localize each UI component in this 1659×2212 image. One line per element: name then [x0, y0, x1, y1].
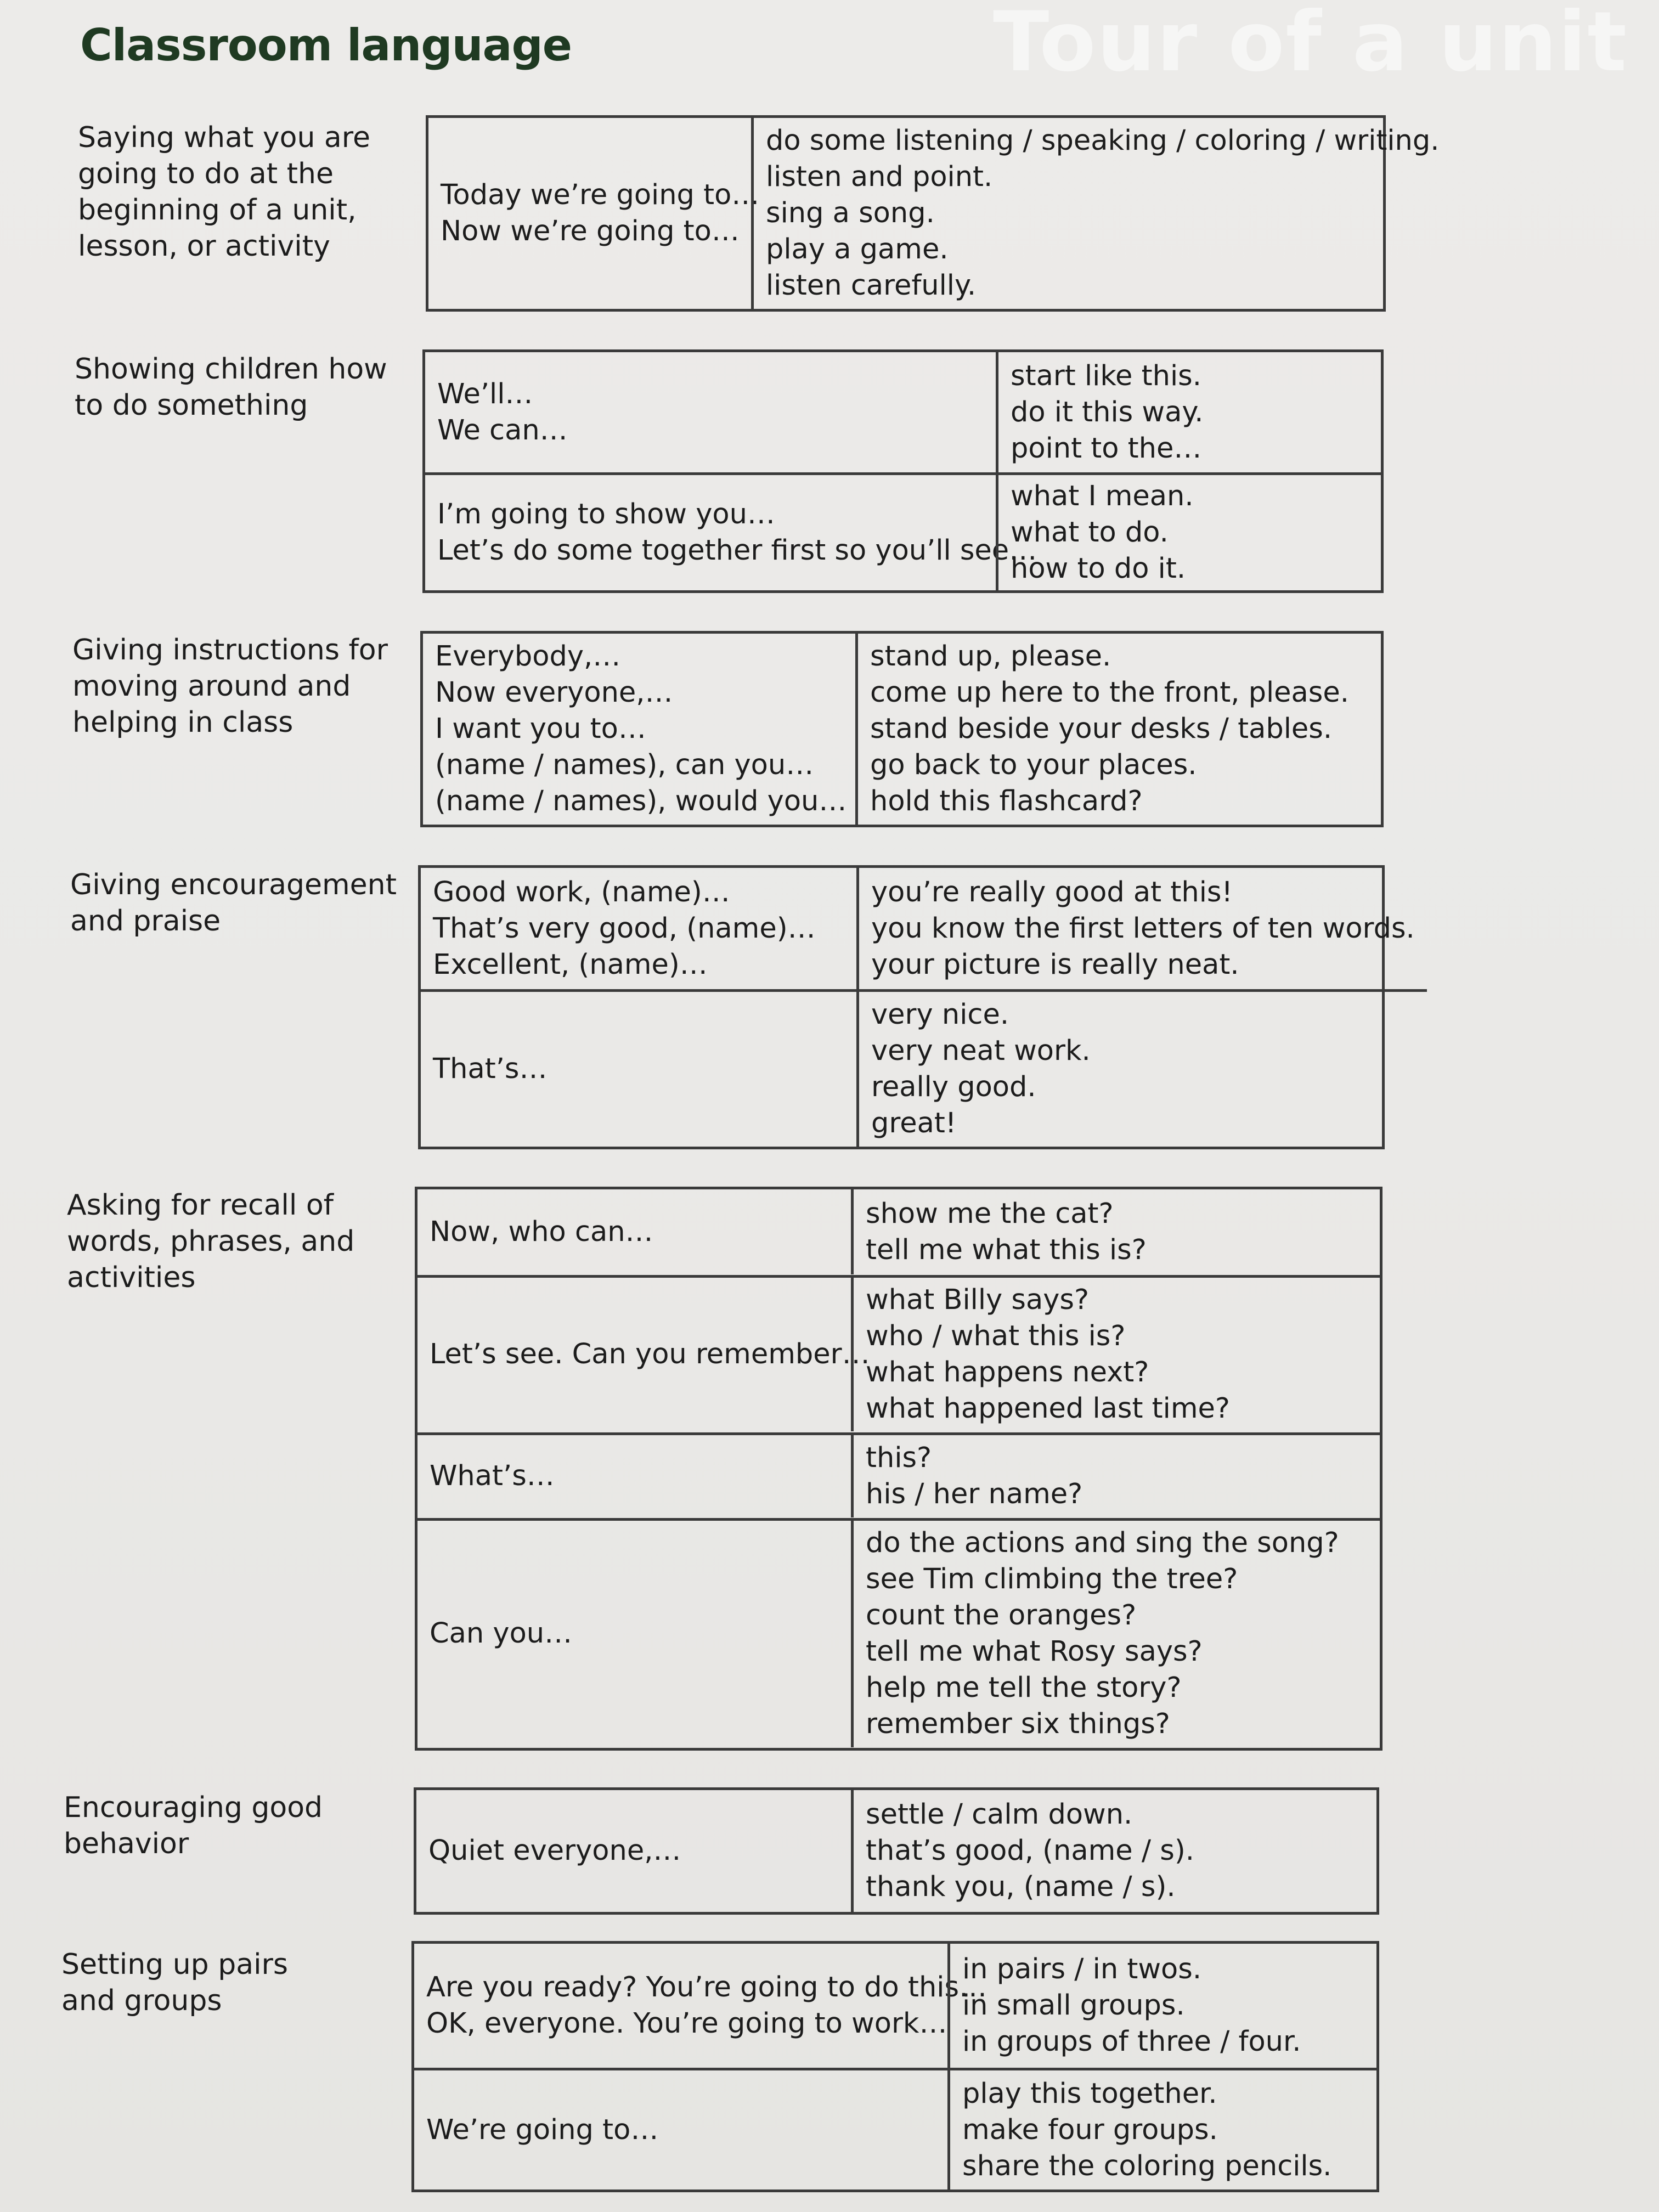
table-cell-left	[417, 1278, 870, 1431]
phrase-line: what happens next?	[866, 1356, 1149, 1389]
phrase-line: your picture is really neat.	[871, 948, 1239, 981]
table-cell-right	[851, 1189, 1380, 1274]
phrase-line: make four groups.	[962, 2113, 1218, 2146]
table-cell-right	[851, 1790, 1376, 1912]
table-instructions	[420, 631, 1384, 827]
table-cell-right	[947, 2070, 1376, 2190]
phrase-line: in pairs / in twos.	[962, 1953, 1202, 1985]
table-row	[416, 1790, 1376, 1912]
phrase-line: listen and point.	[766, 161, 993, 193]
phrase-line: show me the cat?	[866, 1197, 1114, 1230]
phrase-line: Are you ready? You’re going to do this…	[426, 1971, 988, 2004]
phrase-line: I’m going to show you…	[437, 498, 775, 531]
phrase-line: start like this.	[1011, 359, 1201, 392]
phrase-line: Let’s see. Can you remember…	[430, 1338, 870, 1371]
page-title: Classroom language	[80, 20, 572, 71]
phrase-line: who / what this is?	[866, 1320, 1126, 1353]
table-cell-left	[416, 1790, 851, 1912]
phrase-line: settle / calm down.	[866, 1798, 1133, 1831]
phrase-line: count the oranges?	[866, 1599, 1137, 1632]
phrase-line: That’s…	[433, 1053, 548, 1085]
table-cell-left	[423, 634, 855, 825]
phrase-line: We can…	[437, 414, 568, 447]
phrase-line: in groups of three / four.	[962, 2025, 1301, 2058]
phrase-line: Good work, (name)…	[433, 876, 730, 909]
table-cell-right	[996, 475, 1381, 590]
phrase-line: what Billy says?	[866, 1284, 1090, 1317]
table-cell-right	[856, 868, 1427, 989]
phrase-line: Today we’re going to…	[441, 179, 760, 211]
section-label-recall: Asking for recall of words, phrases, and activities	[67, 1189, 355, 1294]
table-row	[428, 118, 1451, 309]
phrase-line: very neat work.	[871, 1035, 1091, 1067]
section-label-encouragement: Giving encouragement and praise	[70, 868, 397, 938]
table-cell-right	[856, 992, 1427, 1147]
phrase-line: (name / names), can you…	[435, 749, 814, 781]
phrase-line: That’s very good, (name)…	[433, 912, 816, 945]
phrase-line: come up here to the front, please.	[870, 676, 1349, 709]
table-cell-left	[421, 868, 856, 989]
phrase-line: point to the…	[1011, 432, 1202, 465]
phrase-line: What’s…	[430, 1459, 555, 1492]
table-encouragement	[418, 865, 1415, 1149]
phrase-line: We’ll…	[437, 377, 533, 410]
table-row	[421, 868, 1427, 989]
table-cell-right	[851, 1435, 1380, 1517]
phrase-line: tell me what this is?	[866, 1233, 1147, 1266]
section-label-saying-what: Saying what you are going to do at the beginning of a unit, lesson, or activity	[78, 121, 371, 263]
phrase-line: Now, who can…	[430, 1215, 653, 1248]
phrase-line: very nice.	[871, 998, 1009, 1031]
phrase-line: what happened last time?	[866, 1392, 1230, 1425]
phrase-line: play a game.	[766, 233, 949, 266]
phrase-line: We’re going to…	[426, 2113, 659, 2146]
phrase-line: this?	[866, 1441, 932, 1474]
table-cell-right	[851, 1278, 1380, 1431]
section-label-pairs-groups: Setting up pairs and groups	[61, 1948, 289, 2017]
table-row	[417, 1518, 1380, 1747]
phrase-line: Now we’re going to…	[441, 215, 740, 247]
table-row	[425, 472, 1381, 590]
phrase-line: Excellent, (name)…	[433, 948, 708, 981]
table-row	[423, 634, 1381, 825]
table-cell-left	[417, 1435, 851, 1517]
table-row	[421, 989, 1427, 1147]
table-showing-how	[422, 349, 1384, 593]
table-cell-left	[428, 118, 760, 309]
table-row	[417, 1432, 1380, 1517]
phrase-line: really good.	[871, 1071, 1036, 1103]
table-recall	[415, 1187, 1383, 1751]
phrase-line: listen carefully.	[766, 269, 977, 302]
phrase-line: hold this flashcard?	[870, 785, 1143, 817]
phrase-line: (name / names), would you…	[435, 785, 847, 817]
phrase-line: remember six things?	[866, 1708, 1170, 1741]
phrase-line: stand beside your desks / tables.	[870, 713, 1333, 745]
phrase-line: his / her name?	[866, 1477, 1083, 1510]
phrase-line: that’s good, (name / s).	[866, 1835, 1194, 1867]
phrase-line: share the coloring pencils.	[962, 2149, 1332, 2182]
phrase-line: I want you to…	[435, 713, 646, 745]
phrase-line: see Tim climbing the tree?	[866, 1563, 1238, 1596]
phrase-line: Quiet everyone,…	[428, 1835, 681, 1867]
phrase-line: help me tell the story?	[866, 1672, 1182, 1705]
table-cell-left	[417, 1189, 851, 1274]
table-cell-right	[855, 634, 1381, 825]
table-row	[414, 2068, 1376, 2190]
table-behavior	[414, 1787, 1379, 1915]
section-label-instructions: Giving instructions for moving around and helping in class	[72, 634, 388, 739]
phrase-line: sing a song.	[766, 197, 935, 229]
phrase-line: Let’s do some together first so you’ll see…	[437, 534, 1037, 567]
phrase-line: what to do.	[1011, 516, 1169, 549]
table-saying-what	[426, 115, 1440, 312]
table-row	[414, 1944, 1376, 2068]
table-cell-left	[421, 992, 856, 1147]
phrase-line: you know the first letters of ten words.	[871, 912, 1415, 945]
phrase-line: great!	[871, 1107, 957, 1139]
phrase-line: do the actions and sing the song?	[866, 1527, 1339, 1560]
table-row	[417, 1189, 1380, 1274]
phrase-line: what I mean.	[1011, 480, 1194, 512]
phrase-line: you’re really good at this!	[871, 876, 1233, 909]
table-row	[425, 352, 1381, 472]
phrase-line: tell me what Rosy says?	[866, 1635, 1203, 1668]
table-cell-left	[425, 475, 1037, 590]
phrase-line: play this together.	[962, 2077, 1217, 2110]
phrase-line: stand up, please.	[870, 640, 1111, 673]
table-cell-right	[851, 1521, 1380, 1747]
section-label-behavior: Encouraging good behavior	[64, 1791, 323, 1860]
phrase-line: OK, everyone. You’re going to work…	[426, 2007, 947, 2040]
phrase-line: Everybody,…	[435, 640, 621, 673]
table-cell-left	[414, 1944, 988, 2068]
phrase-line: how to do it.	[1011, 552, 1186, 585]
section-label-showing-how: Showing children how to do something	[75, 353, 387, 422]
table-cell-left	[425, 352, 996, 472]
table-cell-right	[947, 1944, 1376, 2068]
ghost-title-text: Tour of a unit	[993, 0, 1628, 90]
phrase-line: Now everyone,…	[435, 676, 673, 709]
table-cell-right	[751, 118, 1451, 309]
table-cell-left	[414, 2070, 947, 2190]
table-pairs-groups	[411, 1941, 1379, 2192]
phrase-line: do it this way.	[1011, 396, 1204, 428]
phrase-line: do some listening / speaking / coloring / writing.	[766, 125, 1440, 157]
phrase-line: Can you…	[430, 1617, 573, 1650]
table-row	[417, 1275, 1380, 1431]
table-cell-right	[996, 352, 1381, 472]
phrase-line: thank you, (name / s).	[866, 1871, 1176, 1903]
phrase-line: in small groups.	[962, 1989, 1185, 2022]
phrase-line: go back to your places.	[870, 749, 1197, 781]
table-cell-left	[417, 1521, 851, 1747]
